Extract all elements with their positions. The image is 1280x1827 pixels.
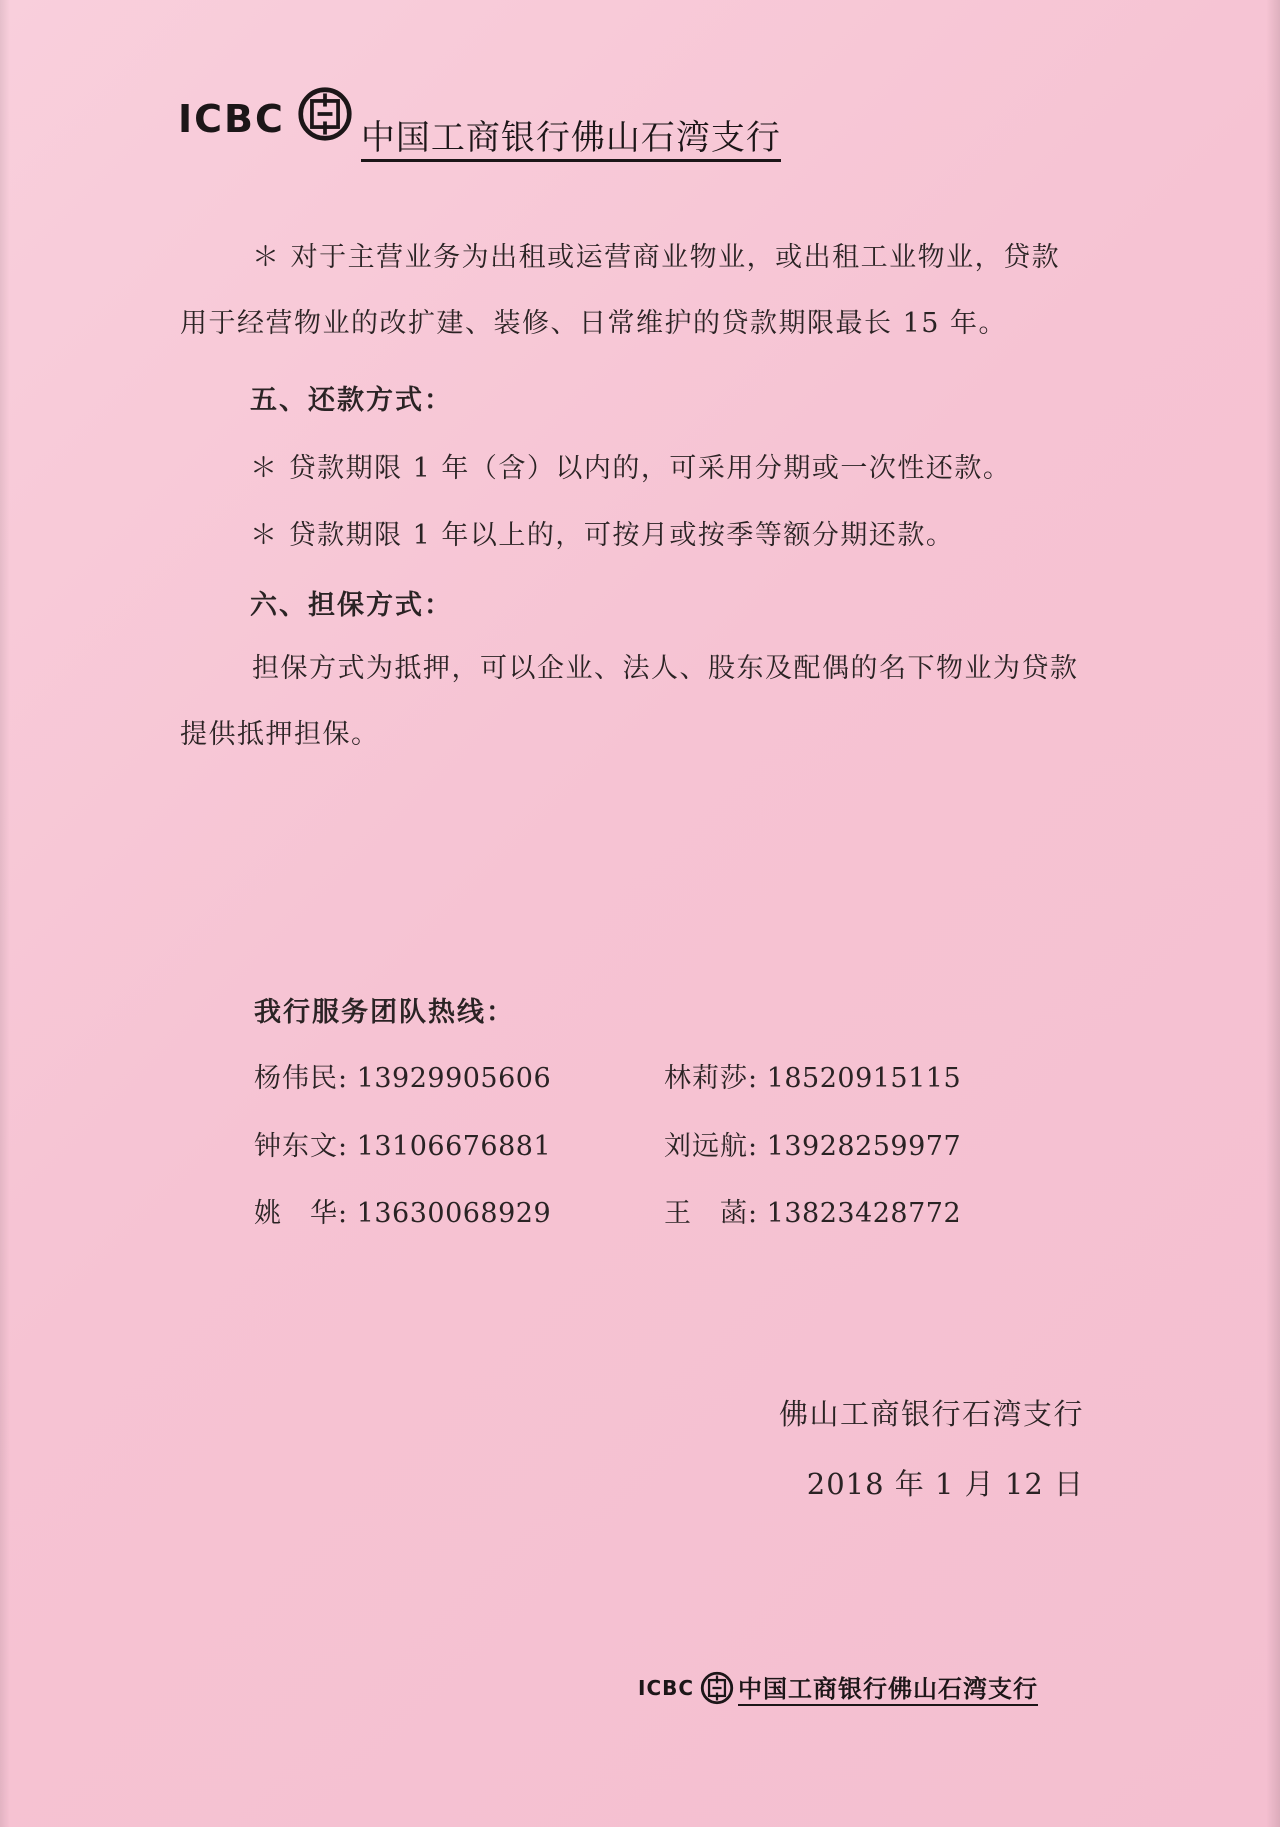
contact-item: 杨伟民: 13929905606 [254, 1063, 552, 1094]
contact-name: 林莉莎 [664, 1063, 748, 1094]
paper-shadow-right [1266, 0, 1280, 1827]
letterhead [178, 86, 781, 162]
contact-phone: 13928259977 [766, 1131, 962, 1162]
footer-letterhead [638, 1670, 1038, 1706]
bank-name-header: 中国工商银行佛山石湾支行 [361, 120, 781, 162]
icbc-logo-icon [700, 1671, 734, 1705]
loan-term-paragraph [180, 225, 1080, 357]
contact-item: 林莉莎: 18520915115 [664, 1063, 962, 1094]
contact-name: 刘远航 [664, 1131, 748, 1162]
signature-organization: 佛山工商银行石湾支行 [778, 1397, 1084, 1431]
service-hotline-title: 我行服务团队热线： [254, 997, 515, 1028]
contact-name: 王 菡 [664, 1198, 748, 1229]
repayment-heading: 五、还款方式： [250, 385, 453, 416]
guarantee-text: 担保方式为抵押，可以企业、法人、股东及配偶的名下物业为贷款提供抵押担保。 [180, 653, 1079, 750]
contact-phone: 13929905606 [356, 1063, 552, 1094]
contact-item: 钟东文: 13106676881 [254, 1131, 552, 1162]
guarantee-heading: 六、担保方式： [250, 590, 453, 621]
contact-item: 刘远航: 13928259977 [664, 1131, 962, 1162]
icbc-logo-icon [297, 86, 353, 142]
contact-phone: 13106676881 [356, 1131, 552, 1162]
bank-name-footer: 中国工商银行佛山石湾支行 [738, 1676, 1038, 1706]
contact-item: 姚 华: 13630068929 [254, 1198, 552, 1229]
signature-date: 2018 年 1 月 12 日 [806, 1467, 1084, 1501]
contact-name: 钟东文 [254, 1131, 338, 1162]
repayment-bullet-2: ＊ 贷款期限 1 年以上的，可按月或按季等额分期还款。 [250, 520, 955, 551]
contact-item: 王 菡: 13823428772 [664, 1198, 962, 1229]
contact-phone: 13630068929 [356, 1198, 552, 1229]
contact-name: 姚 华 [254, 1198, 338, 1229]
icbc-brand-text: ICBC [178, 97, 285, 141]
icbc-brand-text: ICBC [638, 1676, 695, 1701]
repayment-bullet-1: ＊ 贷款期限 1 年（含）以内的，可采用分期或一次性还款。 [250, 453, 1012, 484]
guarantee-paragraph [180, 636, 1080, 768]
contact-phone: 18520915115 [766, 1063, 962, 1094]
loan-term-text: ＊ 对于主营业务为出租或运营商业物业，或出租工业物业，贷款用于经营物业的改扩建、装修、日常维护的贷款期限最长 15 年。 [180, 242, 1061, 339]
contact-phone: 13823428772 [766, 1198, 962, 1229]
paper-shadow-left [0, 0, 10, 1827]
contact-name: 杨伟民 [254, 1063, 338, 1094]
